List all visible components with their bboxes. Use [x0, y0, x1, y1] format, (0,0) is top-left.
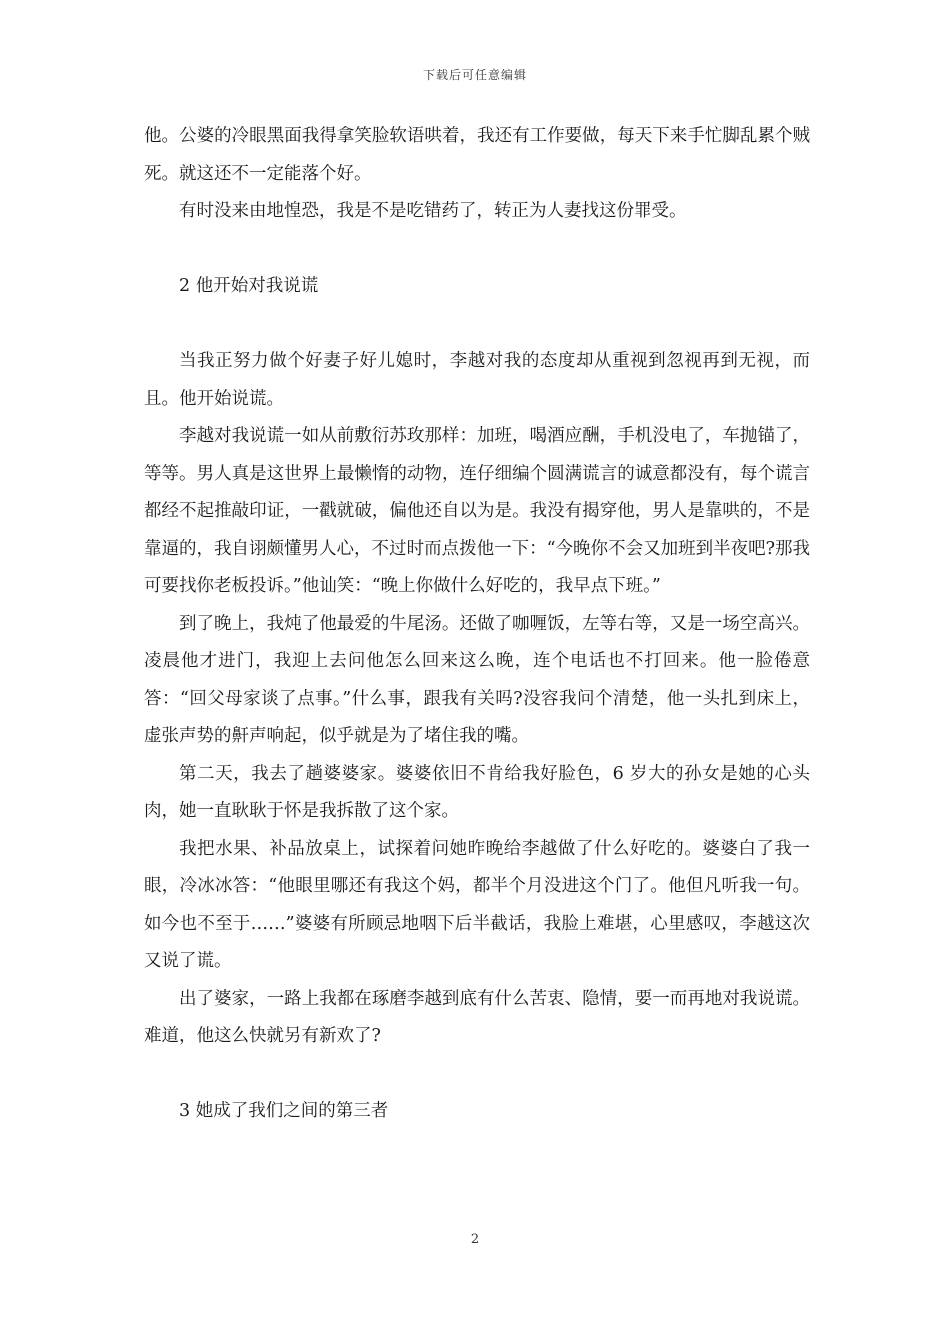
spacer	[144, 231, 810, 269]
paragraph: 我把水果、补品放桌上，试探着问她昨晚给李越做了什么好吃的。婆婆白了我一眼，冷冰冰答：“他眼里哪还有我这个妈，都半个月没进这个门了。他但凡听我一句。如今也不至于……”婆婆有所顾忌地咽下后半截话，我脸上难堪，心里感叹，李越这次又说了谎。	[144, 838, 810, 971]
paragraph: 当我正努力做个好妻子好儿媳时，李越对我的态度却从重视到忽视再到无视，而且。他开始说谎。	[144, 351, 810, 409]
paragraph: 第二天，我去了趟婆婆家。婆婆依旧不肯给我好脸色，6 岁大的孙女是她的心头肉，她一直耿耿于怀是我拆散了这个家。	[144, 763, 810, 821]
paragraph: 有时没来由地惶恐，我是不是吃错药了，转正为人妻找这份罪受。	[179, 201, 687, 221]
paragraph: 他。公婆的冷眼黑面我得拿笑脸软语哄着，我还有工作要做，每天下来手忙脚乱累个贼死。就这还不一定能落个好。	[144, 126, 810, 184]
paragraph: 到了晚上，我炖了他最爱的牛尾汤。还做了咖喱饭，左等右等，又是一场空高兴。凌晨他才进门，我迎上去问他怎么回来这么晚，连个电话也不打回来。他一脸倦意答：“回父母家谈了点事。”什么事，跟我有关吗?没容我问个清楚，他一头扎到床上，虚张声势的鼾声响起，似乎就是为了堵住我的嘴。	[144, 613, 810, 746]
page-number: 2	[470, 1232, 480, 1247]
paragraph: 出了婆家，一路上我都在琢磨李越到底有什么苦衷、隐情，要一而再地对我说谎。难道，他这么快就另有新欢了?	[144, 988, 810, 1046]
section-heading: 3 她成了我们之间的第三者	[179, 1101, 389, 1121]
paragraph: 李越对我说谎一如从前敷衍苏玫那样：加班，喝酒应酬，手机没电了，车抛锚了，等等。男人真是这世界上最懒惰的动物，连仔细编个圆满谎言的诚意都没有，每个谎言都经不起推敲印证，一戳就破，偏他还自以为是。我没有揭穿他，男人是靠哄的，不是靠逼的，我自诩颇懂男人心，不过时而点拨他一下：“今晚你不会又加班到半夜吧?那我可要找你老板投诉。”他讪笑：“晚上你做什么好吃的，我早点下班。”	[144, 426, 810, 596]
section-heading: 2 他开始对我说谎	[179, 276, 319, 296]
spacer	[144, 1056, 810, 1094]
spacer	[144, 306, 810, 344]
document-body	[144, 118, 810, 1131]
page-header: 下载后可任意编辑	[422, 68, 527, 82]
